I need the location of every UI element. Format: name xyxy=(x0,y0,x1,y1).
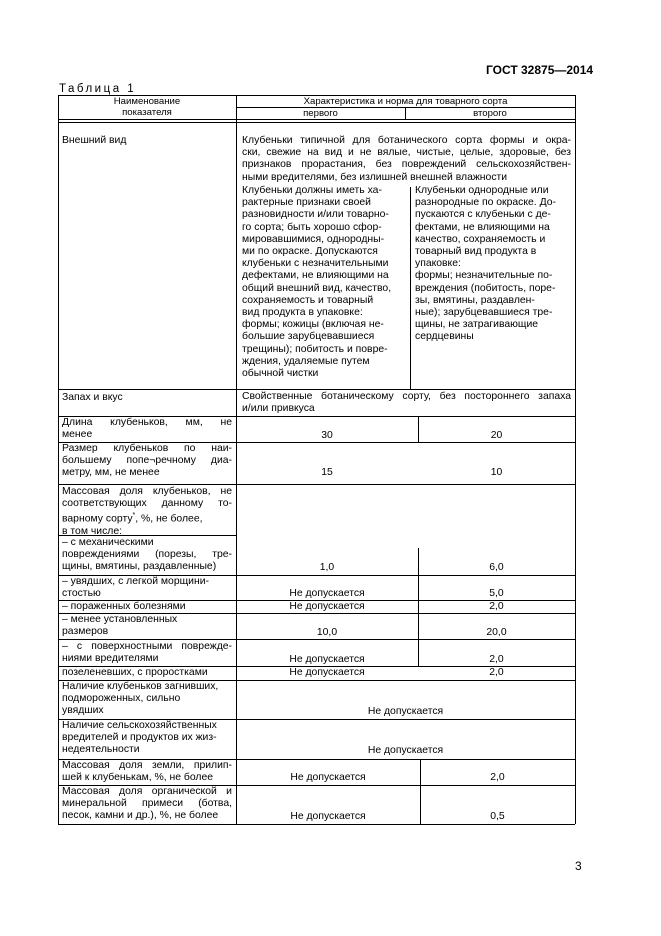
soil-first: Не допускается xyxy=(290,772,366,783)
appearance-first-grade-text: Клубеньки должны иметь ха- рактерные признаки своей разновидности и/или товарно- го сорта; быть хорошо сфор- мировавшимися, однородны- ми по окраске. Допускаются клубеньки с незначительными дефектами, не влияющими на общий внешний вид, качество, сохраняемость и товарный вид продукта в упаковке: формы; кожицы (включая не- большие зарубцевавшиеся трещины); побитость и повре- ждения, удаляемые путем обычной чистки xyxy=(242,185,392,380)
soil-second: 2,0 xyxy=(490,772,505,783)
wilted-second: 5,0 xyxy=(489,588,504,599)
row-label-mechanical: – с механическими повреждениями (порезы, тре- щины, вмятины, раздавленные) xyxy=(62,537,232,573)
row-label-impurity: Массовая доля органической и минеральной примеси (ботва, песок, камни и др.), %, не более xyxy=(62,786,232,822)
row-label-greened: позеленевших, с проростками xyxy=(62,667,208,678)
column-header-second: второго xyxy=(473,108,507,119)
greened-second: 2,0 xyxy=(489,667,504,678)
mechanical-second: 6,0 xyxy=(489,562,504,573)
agri-pests-value: Не допускается xyxy=(367,745,444,756)
column-header-indicator: Наименование показателя xyxy=(113,96,181,118)
size-second: 10 xyxy=(490,467,503,478)
row-label-agri-pests: Наличие сельскохозяйственных вредителей и продуктов их жиз- недеятельности xyxy=(62,720,217,756)
impurity-first: Не допускается xyxy=(290,811,366,822)
greened-first: Не допускается xyxy=(289,667,365,678)
row-label-wilted: – увядших, с легкой морщини- стостью xyxy=(62,576,209,600)
row-label-pests: – с поверхностными поврежде- ниями вредителями xyxy=(62,641,232,665)
undersized-second: 20,0 xyxy=(486,627,507,638)
page-number: 3 xyxy=(575,859,582,873)
diseased-first: Не допускается xyxy=(289,601,365,612)
impurity-second: 0,5 xyxy=(490,811,505,822)
row-label-undersized: – менее установленных размеров xyxy=(62,614,178,638)
undersized-first: 10,0 xyxy=(316,627,338,638)
row-label-size: Размер клубеньков по наи- большему попе¬речному диа- метру, мм, не менее xyxy=(62,443,232,479)
row-label-appearance: Внешний вид xyxy=(62,135,127,146)
table-caption: Таблица 1 xyxy=(59,83,137,95)
mechanical-first: 1,0 xyxy=(319,562,335,573)
length-first: 30 xyxy=(321,430,333,441)
standard-code: ГОСТ 32875—2014 xyxy=(486,63,594,77)
row-label-diseased: – пораженных болезнями xyxy=(62,601,186,612)
size-first: 15 xyxy=(321,467,333,478)
pests-second: 2,0 xyxy=(489,654,504,665)
length-second: 20 xyxy=(490,430,503,441)
rotten-value: Не допускается xyxy=(367,706,444,717)
row-label-smell: Запах и вкус xyxy=(62,392,123,403)
row-label-length: Длина клубеньков, мм, не менее xyxy=(62,417,232,441)
column-header-first: первого xyxy=(303,108,338,119)
column-group-header: Характеристика и норма для товарного сорта xyxy=(303,96,508,107)
row-label-rotten: Наличие клубеньков загнивших, подмороженных, сильно увядших xyxy=(62,681,219,717)
diseased-second: 2,0 xyxy=(489,601,504,612)
appearance-common-text: Клубеньки типичной для ботанического сорта формы и окра- ски, свежие на вид и не вялые, чистые, целые, здоровые, без признаков прорастания, без повреждений сельскохозяйствен- ными вредителями, без излишней внешней влажности xyxy=(242,135,571,183)
row-label-soil: Массовая доля земли, прилип- шей к клубенькам, %, не более xyxy=(62,760,232,784)
row-label-mass-nonconform: Массовая доля клубеньков, не соответствующих данному то- варному сорту*, %, не более, в том числе: xyxy=(62,486,232,538)
smell-value: Свойственные ботаническому сорту, без постороннего запаха и/или привкуса xyxy=(242,391,571,415)
appearance-second-grade-text: Клубеньки однородные или разнородные по окраске. До- пускаются с клубеньки с де- фектами, не влияющими на качество, сохраняемость и товарный вид продукта в упаковке: формы; незначительные по- вреждения (побитость, поре- зы, вмятины, раздавлен- ные); зарубцевавшиеся тре- щины, не затрагивающие сердцевины xyxy=(415,185,556,343)
wilted-first: Не допускается xyxy=(289,588,365,599)
pests-first: Не допускается xyxy=(289,654,365,665)
